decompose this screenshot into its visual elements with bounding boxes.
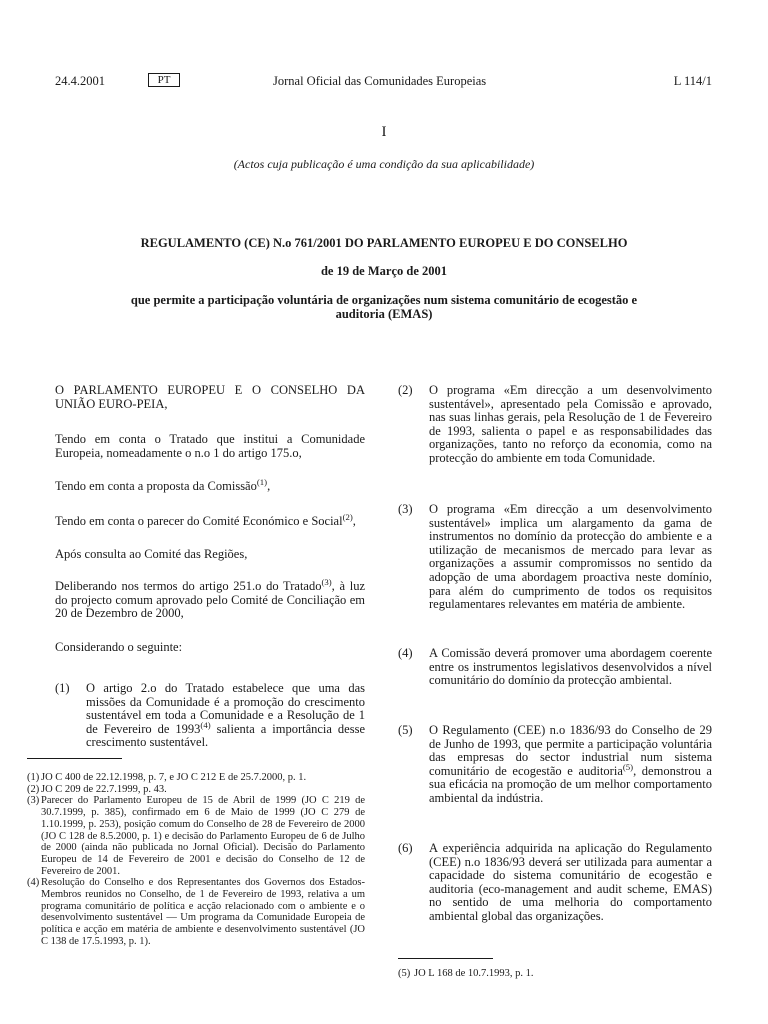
preamble-regions: Após consulta ao Comité das Regiões,	[55, 547, 248, 561]
section-marker: I	[381, 124, 387, 140]
page-reference: L 114/1	[673, 74, 712, 88]
footnote-number: (3)	[27, 795, 40, 807]
regulation-date: de 19 de Março de 2001	[320, 264, 448, 278]
footnote-ref[interactable]: (5)	[622, 761, 634, 772]
recital-2: O programa «Em direcção a um desenvolvimento sustentável», apresentado pela Comissão e aprovado, nas suas linhas gerais, pela Resolução de 1 de Fevereiro de 1993, salienta o papel e as responsabilidades das organizações, tanto no reforço da economia, como na protecção do ambiente em toda Comunidade.	[429, 383, 712, 465]
recital-4: A Comissão deverá promover uma abordagem coerente entre os instrumentos legislativos desenvolvidos a nível comunitário do domínio da protecção ambiental.	[429, 646, 712, 688]
footnote-text: JO C 209 de 22.7.1999, p. 43.	[41, 783, 167, 795]
recital-3: O programa «Em direcção a um desenvolvimento sustentável» implica um alargamento da gama de instrumentos no domínio da protecção do ambiente e a utilização de mecanismos de mercado para levar as organizações a assumir compromissos no sentido da adopção de uma abordagem proactiva neste domínio, para além do cumprimento de todos os requisitos regulamentares relevantes em matéria de ambiente.	[429, 502, 712, 612]
recital-6: A experiência adquirida na aplicação do Regulamento (CEE) n.o 1836/93 deverá ser utilizada para aumentar a capacidade do sistema comunitário de ecogestão e auditoria (eco-management and audit scheme, EMAS) no sentido de uma melhoria do comportamento ambiental global das organizações.	[429, 841, 712, 923]
recital-number: (1)	[55, 681, 70, 695]
footnote-item	[27, 877, 365, 947]
footnote-item	[27, 772, 365, 784]
regulation-subject-line1: que permite a participação voluntária de organizações num sistema comunitário de ecogestão e	[130, 293, 638, 307]
regulation-title: REGULAMENTO (CE) N.o 761/2001 DO PARLAMENTO EUROPEU E DO CONSELHO	[140, 236, 628, 250]
footnote-text: Parecer do Parlamento Europeu de 15 de Abril de 1999 (JO C 219 de 30.7.1999, p. 385), confirmado em 6 de Maio de 1999 (JO C 279 de 1.10.1999, p. 253), posição comum do Conselho de 28 de Fevereiro de 2000 (JO C 128 de 8.5.2000, p. 1) e decisão do Parlamento Europeu de 6 de Julho de 2000 (ainda não publicada no Jornal Oficial). Decisão do Parlamento Europeu de 14 de Fevereiro de 2001 e decisão do Conselho de 12 de Fevereiro de 2001.	[41, 795, 365, 877]
footnote-number: (1)	[27, 772, 40, 783]
preamble-esc-opinion: Tendo em conta o parecer do Comité Económico e Social$^{(2)}$,	[55, 511, 356, 528]
footnote-number: (2)	[27, 783, 40, 795]
footnote-ref[interactable]: (1)	[256, 476, 268, 487]
preamble-parties: O PARLAMENTO EUROPEU E O CONSELHO DA UNIÃO EURO-PEIA,	[55, 383, 365, 411]
recital-number: (4)	[398, 646, 413, 660]
recital-5: O Regulamento (CEE) n.o 1836/93 do Conselho de 29 de Junho de 1993, que permite a participação voluntária das empresas do sector industrial num sistema comunitário de ecogestão e auditoria$^{(5)}$, demonstrou a sua eficácia na promoção de um melhor comportamento ambiental da indústria.	[429, 723, 712, 805]
journal-title: Jornal Oficial das Comunidades Europeias	[273, 74, 487, 88]
footnote-ref[interactable]: (2)	[342, 511, 353, 522]
preamble-commission-proposal: Tendo em conta a proposta da Comissão$^{(1)}$,	[55, 476, 271, 493]
footnote-right	[398, 968, 712, 980]
language-badge: PT	[148, 73, 180, 87]
footnotes-left	[27, 772, 365, 948]
considering-heading: Considerando o seguinte:	[55, 640, 183, 654]
footnote-item	[27, 784, 365, 796]
acts-note: (Actos cuja publicação é uma condição da sua aplicabilidade)	[233, 157, 535, 171]
footnote-rule	[398, 958, 493, 959]
preamble-deliberation: Deliberando nos termos do artigo 251.o do Tratado$^{(3)}$, à luz do projecto comum aprovado pelo Comité de Conciliação em 20 de Dezembro de 2000,	[55, 576, 365, 621]
recital-number: (6)	[398, 841, 413, 855]
preamble-treaty: Tendo em conta o Tratado que institui a Comunidade Europeia, nomeadamente o n.o 1 do artigo 175.o,	[55, 432, 365, 460]
footnote-item	[27, 795, 365, 877]
publication-date: 24.4.2001	[55, 74, 105, 88]
footnote-text: Resolução do Conselho e dos Representantes dos Governos dos Estados-Membros reunidos no Conselho, de 1 de Fevereiro de 1993, relativa a um programa comunitário de política e acção relacionado com o ambiente e o desenvolvimento sustentável — Um programa da Comunidade Europeia de política e acção em matéria de ambiente e desenvolvimento sustentável (JO C 138 de 17.5.1993, p. 1).	[41, 877, 365, 947]
recital-number: (2)	[398, 383, 413, 397]
recital-number: (5)	[398, 723, 413, 737]
footnote-rule	[27, 758, 122, 759]
footnote-number: (4)	[27, 877, 40, 889]
recital-number: (3)	[398, 502, 413, 516]
footnote-ref[interactable]: (4)	[200, 719, 211, 730]
regulation-subject-line2: auditoria (EMAS)	[335, 307, 433, 321]
recital-1: O artigo 2.o do Tratado estabelece que uma das missões da Comunidade é a promoção do crescimento sustentável em toda a Comunidade e a Resolução de 1 de Fevereiro de 1993$^{(4)}$ salienta a importância desse crescimento sustentável.	[86, 681, 365, 750]
footnote-text: JO C 400 de 22.12.1998, p. 7, e JO C 212 E de 25.7.2000, p. 1.	[41, 772, 307, 783]
footnote-number: (5)	[398, 968, 411, 979]
footnote-ref[interactable]: (3)	[321, 576, 332, 587]
footnote-text: JO L 168 de 10.7.1993, p. 1.	[414, 968, 534, 979]
